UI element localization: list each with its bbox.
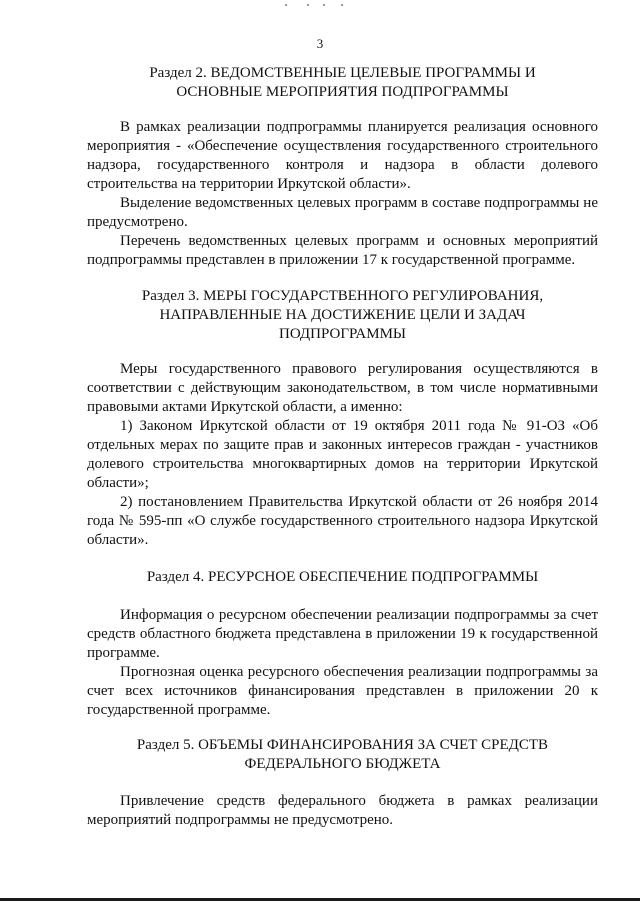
section-3-heading-line: ПОДПРОГРАММЫ: [278, 326, 407, 342]
section-3-heading-line: НАПРАВЛЕННЫЕ НА ДОСТИЖЕНИЕ ЦЕЛИ И ЗАДАЧ: [159, 307, 526, 323]
page-number: 3: [316, 36, 324, 51]
section-4-heading: [87, 568, 598, 587]
section-3-list-item: 2) постановлением Правительства Иркутской области от 26 ноября 2014 года № 595-пп «О службе государственного строительного надзора Иркутской области».: [87, 494, 598, 548]
section-5-heading: [87, 736, 598, 774]
section-2-heading-line: ОСНОВНЫЕ МЕРОПРИЯТИЯ ПОДПРОГРАММЫ: [176, 84, 509, 100]
section-4-heading-line: Раздел 4. РЕСУРСНОЕ ОБЕСПЕЧЕНИЕ ПОДПРОГРАММЫ: [146, 569, 539, 585]
section-2-paragraph: В рамках реализации подпрограммы планируется реализация основного мероприятия - «Обеспечение осуществления государственного строительного надзора, государственного контроля и надзора в области долевого строительства на территории Иркутской области».: [87, 119, 598, 192]
section-5-heading-line: Раздел 5. ОБЪЕМЫ ФИНАНСИРОВАНИЯ ЗА СЧЕТ СРЕДСТВ: [136, 737, 549, 753]
section-5-paragraph: Привлечение средств федерального бюджета в рамках реализации мероприятий подпрограммы не предусмотрено.: [87, 793, 598, 828]
section-4-paragraph: Прогнозная оценка ресурсного обеспечения реализации подпрограммы за счет всех источников финансирования представлен в приложении 20 к государственной программе.: [87, 664, 598, 718]
section-4-paragraph: Информация о ресурсном обеспечении реализации подпрограммы за счет средств областного бюджета представлена в приложении 19 к государственной программе.: [87, 607, 598, 661]
scan-artifact: [285, 2, 345, 8]
section-5-heading-line: ФЕДЕРАЛЬНОГО БЮДЖЕТА: [244, 756, 441, 772]
scan-edge-bar: [0, 898, 640, 901]
document-body: [87, 64, 598, 830]
section-3-list-item: 1) Законом Иркутской области от 19 октября 2011 года № 91-ОЗ «Об отдельных мерах по защите прав и законных интересов граждан - участников долевого строительства многоквартирных домов на территории Иркутской области»;: [87, 418, 598, 491]
section-2-heading-line: Раздел 2. ВЕДОМСТВЕННЫЕ ЦЕЛЕВЫЕ ПРОГРАММЫ И: [149, 65, 536, 81]
section-3-paragraph: Меры государственного правового регулирования осуществляются в соответствии с действующим законодательством, в том числе нормативными правовыми актами Иркутской области, а именно:: [87, 361, 598, 415]
section-2-paragraph: Перечень ведомственных целевых программ и основных мероприятий подпрограммы представлен в приложении 17 к государственной программе.: [87, 233, 598, 268]
section-3-heading-line: Раздел 3. МЕРЫ ГОСУДАРСТВЕННОГО РЕГУЛИРОВАНИЯ,: [141, 288, 544, 304]
section-2-paragraph: Выделение ведомственных целевых программ в составе подпрограммы не предусмотрено.: [87, 195, 598, 230]
section-3-heading: [87, 287, 598, 344]
section-2-heading: [87, 64, 598, 102]
